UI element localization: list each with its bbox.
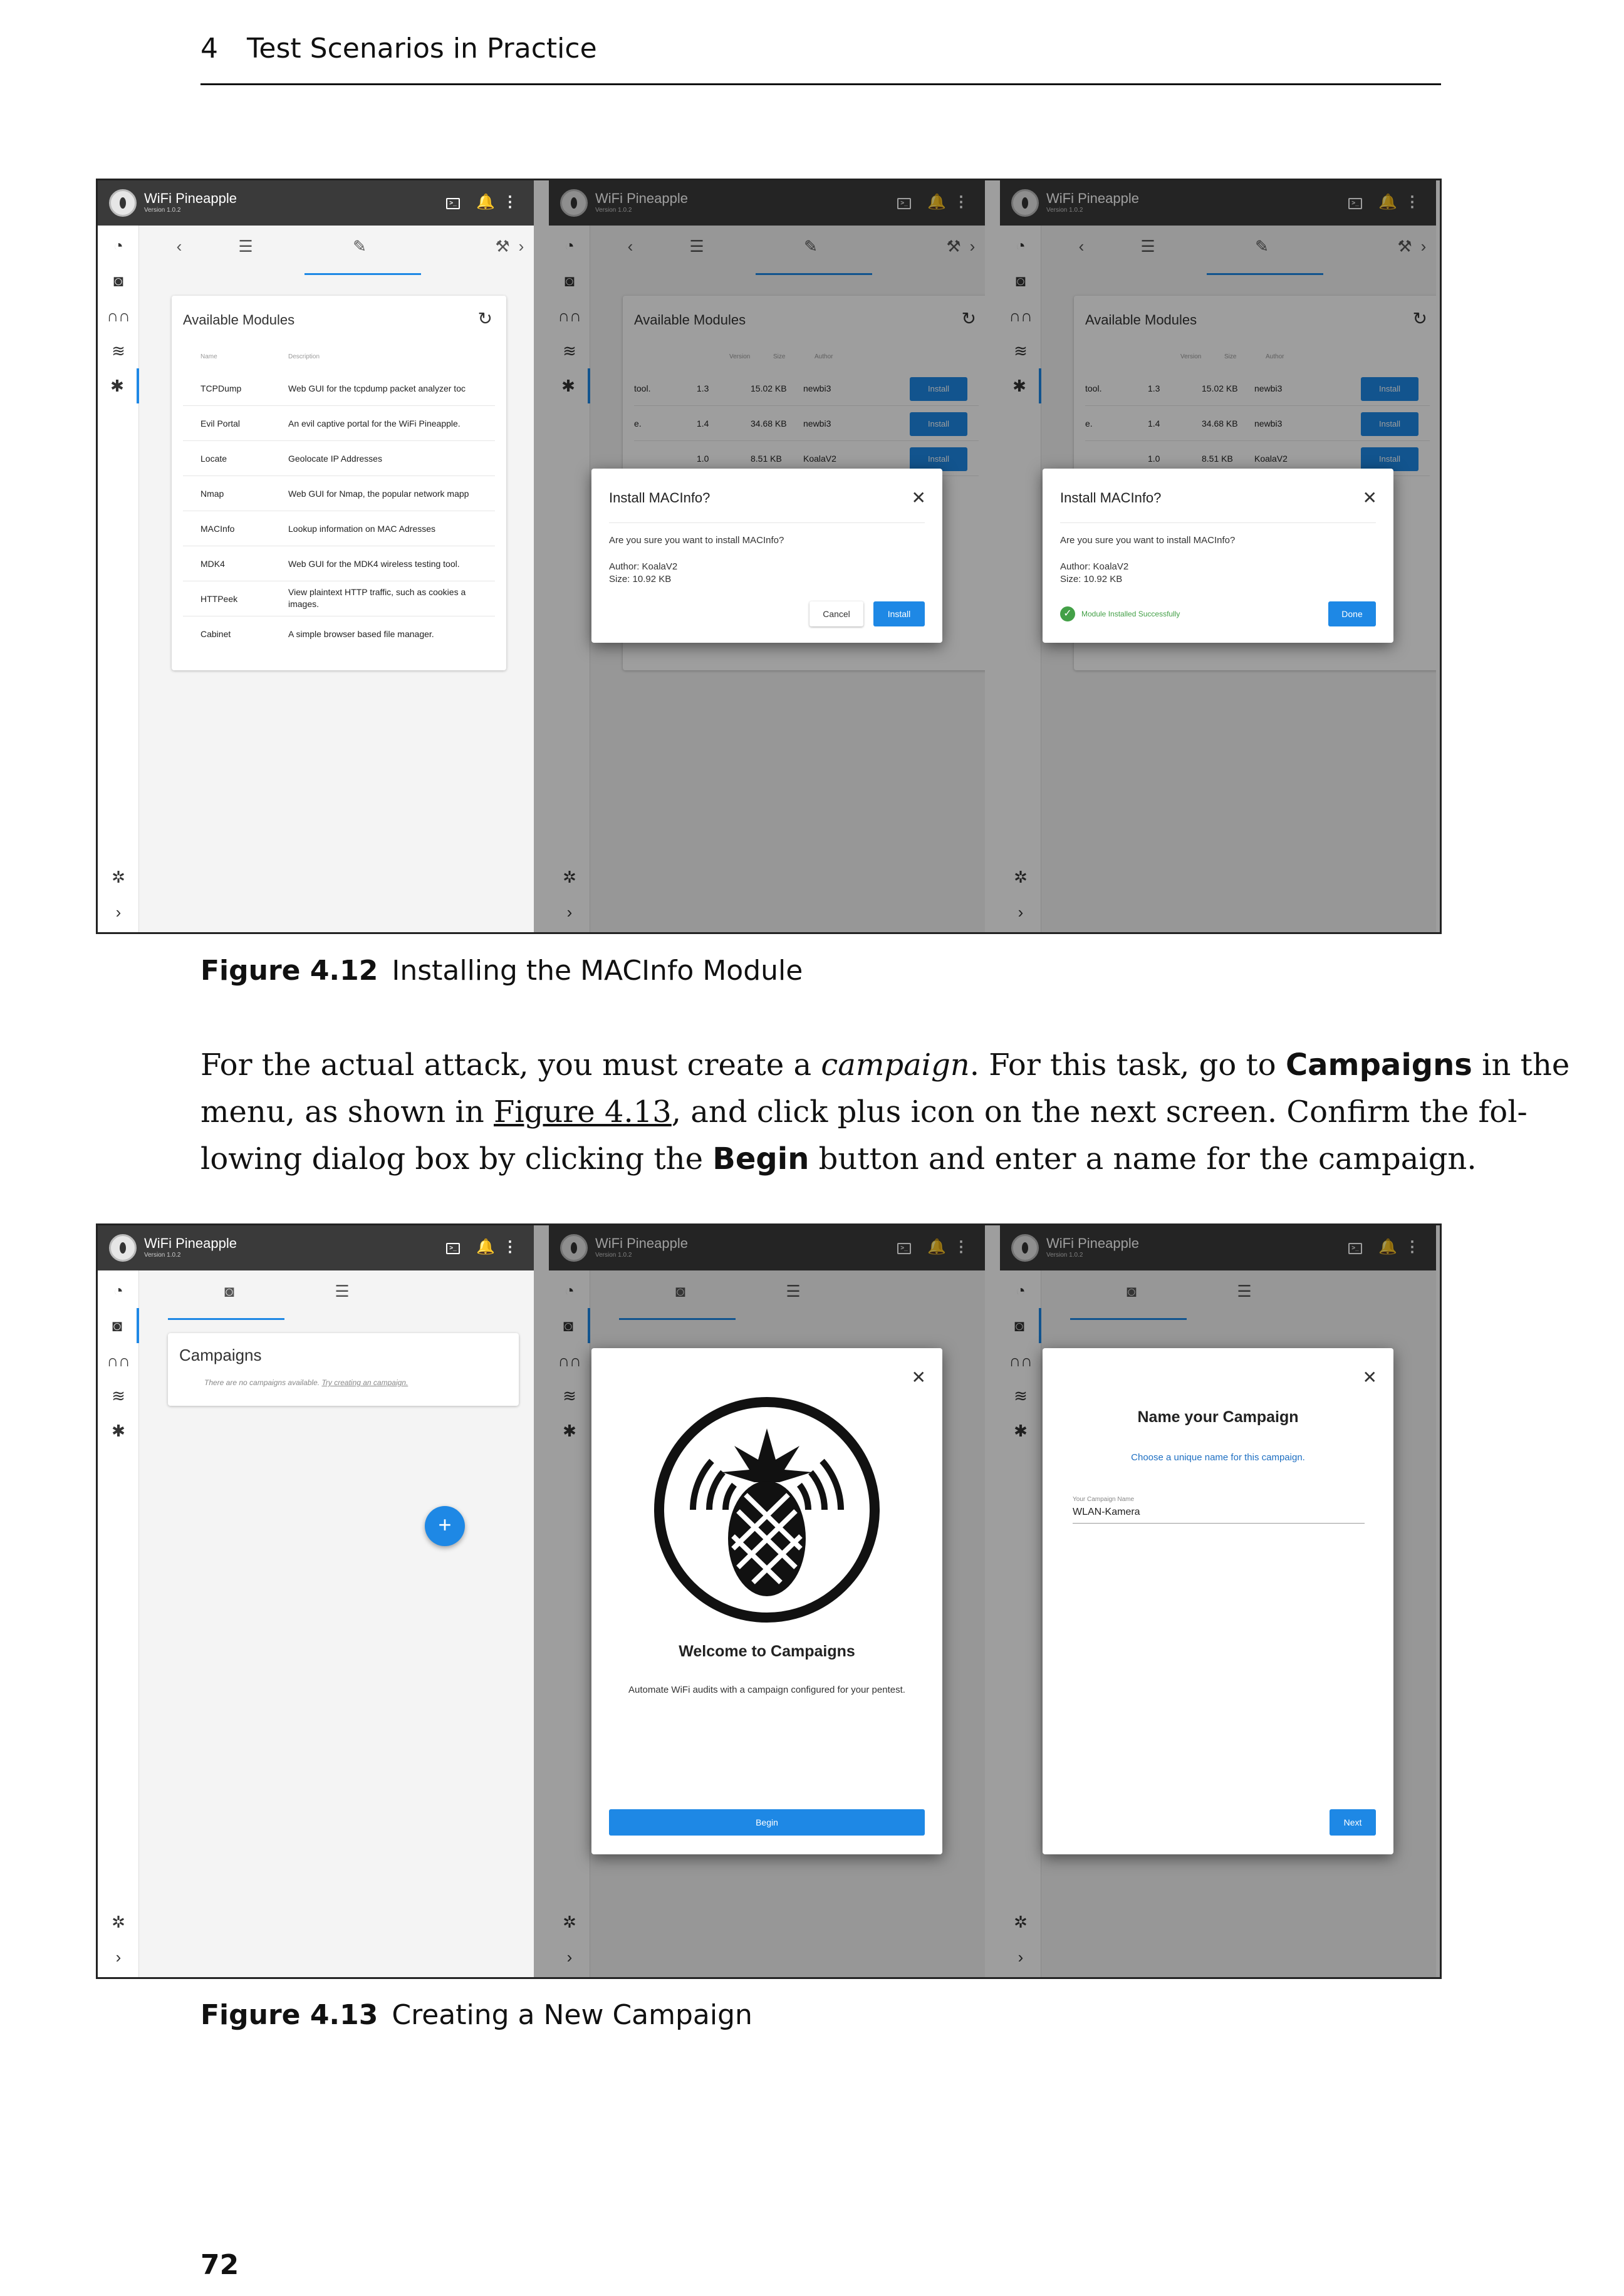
module-description: Web GUI for the MDK4 wireless testing tool.	[288, 559, 460, 569]
pineap-wifi-icon[interactable]: ≋	[563, 341, 576, 360]
close-icon[interactable]: ✕	[1362, 1368, 1377, 1387]
more-menu-icon[interactable]: ⋮	[1405, 194, 1420, 210]
recon-binoculars-icon[interactable]: ∩∩	[558, 1351, 581, 1370]
module-description: e.	[1085, 418, 1093, 429]
dashboard-icon[interactable]: ◔	[113, 236, 123, 255]
dashboard-icon[interactable]: ◔	[565, 1281, 575, 1300]
module-name: MACInfo	[200, 524, 235, 534]
module-size: 34.68 KB	[751, 418, 787, 429]
table-row[interactable]	[183, 476, 495, 511]
close-icon[interactable]: ✕	[1362, 488, 1377, 507]
paragraph-line	[200, 1042, 1570, 1089]
module-description: Web GUI for Nmap, the popular network mapp	[288, 489, 469, 499]
modules-puzzle-icon[interactable]: ✱	[563, 1421, 576, 1440]
recon-binoculars-icon[interactable]: ∩∩	[107, 306, 130, 325]
module-description: A simple browser based file manager.	[288, 629, 434, 639]
terminal-icon[interactable]: >_	[897, 198, 911, 209]
install-button[interactable]: Install	[1361, 447, 1418, 471]
install-dialog	[591, 469, 942, 643]
notifications-bell-icon[interactable]: 🔔	[476, 1239, 495, 1255]
modules-puzzle-icon[interactable]: ✱	[549, 368, 590, 403]
recon-binoculars-icon[interactable]: ∩∩	[107, 1351, 130, 1370]
install-button[interactable]: Install	[910, 377, 967, 401]
dialog-title: Install MACInfo?	[1060, 490, 1162, 506]
create-campaign-link[interactable]: Try creating an campaign.	[321, 1378, 409, 1387]
table-row[interactable]	[183, 511, 495, 546]
refresh-icon[interactable]: ↻	[1412, 309, 1427, 328]
expand-sidebar-icon[interactable]: ›	[115, 903, 122, 922]
install-success-panel	[1000, 180, 1436, 932]
module-description: tool.	[634, 383, 651, 393]
paragraph-line	[200, 1089, 1528, 1136]
text-run: in the	[1472, 1047, 1570, 1083]
text-run: For the actual attack, you must create a	[200, 1047, 821, 1083]
dialog-author: Author: KoalaV2	[1060, 561, 1129, 572]
col-header-author: Author	[1266, 353, 1284, 360]
module-version: 1.0	[697, 454, 709, 464]
app-version: Version 1.0.2	[144, 1252, 181, 1259]
name-dialog-title: Name your Campaign	[1137, 1408, 1299, 1426]
empty-state	[204, 1378, 408, 1387]
module-description: Lookup information on MAC Adresses	[288, 524, 436, 534]
active-tab-indicator	[168, 1318, 284, 1320]
text-run: menu, as shown in	[200, 1094, 494, 1130]
dialog-title: Install MACInfo?	[609, 490, 710, 506]
tab-tools-icon[interactable]: ⚒	[946, 237, 961, 256]
more-menu-icon[interactable]: ⋮	[954, 1239, 969, 1255]
module-description: Web GUI for the tcpdump packet analyzer toc	[288, 383, 466, 393]
cancel-button[interactable]: Cancel	[809, 601, 863, 626]
col-header-version: Version	[729, 353, 751, 360]
sidebar	[98, 1270, 139, 1977]
tab-available-edit-icon[interactable]: ✎	[804, 237, 818, 256]
terminal-icon[interactable]: >_	[446, 1243, 460, 1254]
figure-label: Figure 4.13	[200, 1999, 378, 2031]
dialog-author: Author: KoalaV2	[609, 561, 678, 572]
module-size: 34.68 KB	[1202, 418, 1238, 429]
col-header-size: Size	[773, 353, 786, 360]
text-run: . For this task, go to	[969, 1047, 1286, 1083]
modules-puzzle-icon[interactable]: ✱	[112, 1421, 125, 1440]
card-title: Available Modules	[183, 312, 295, 328]
campaigns-icon[interactable]: ◙	[1016, 271, 1026, 290]
module-name: HTTPeek	[200, 594, 238, 604]
tab-tools-icon[interactable]: ⚒	[495, 237, 510, 256]
tab-installed-list-icon[interactable]: ☰	[238, 237, 253, 256]
body-paragraph	[200, 1042, 1570, 1183]
pineap-wifi-icon[interactable]: ≋	[112, 341, 125, 360]
welcome-text: Automate WiFi audits with a campaign configured for your pentest.	[628, 1685, 905, 1695]
available-modules-card	[172, 296, 506, 670]
button-term-begin: Begin	[712, 1141, 809, 1177]
dialog-question: Are you sure you want to install MACInfo?	[1060, 535, 1236, 546]
campaigns-icon[interactable]: ◙	[565, 271, 575, 290]
module-size: 8.51 KB	[1202, 454, 1233, 464]
app-version: Version 1.0.2	[1046, 207, 1083, 214]
text-run: button and enter a name for the campaign.	[809, 1141, 1477, 1177]
sidebar	[98, 226, 139, 932]
col-header-version: Version	[1180, 353, 1202, 360]
modules-list-panel	[98, 180, 534, 932]
module-name: Cabinet	[200, 629, 231, 639]
name-dialog-subtitle: Choose a unique name for this campaign.	[1131, 1452, 1305, 1463]
tab-installed-list-icon[interactable]: ☰	[1140, 237, 1155, 256]
divider	[1060, 522, 1376, 523]
app-title: WiFi Pineapple	[1046, 190, 1139, 206]
chapter-number: 4	[200, 33, 218, 65]
install-button[interactable]: Install	[910, 447, 967, 471]
app-version: Version 1.0.2	[595, 207, 632, 214]
module-size: 15.02 KB	[1202, 383, 1238, 393]
modules-puzzle-icon[interactable]: ✱	[1000, 368, 1041, 403]
card-title: Campaigns	[179, 1346, 262, 1364]
content-area	[139, 226, 534, 932]
tabs-scroll-right-icon[interactable]: ›	[969, 237, 976, 256]
campaigns-icon[interactable]: ◙	[549, 1308, 590, 1343]
success-message: Module Installed Successfully	[1081, 610, 1180, 618]
install-dialog	[1043, 469, 1393, 643]
modules-puzzle-icon[interactable]: ✱	[98, 368, 139, 403]
module-author: KoalaV2	[803, 454, 836, 464]
module-author: newbi3	[803, 383, 831, 393]
app-title: WiFi Pineapple	[595, 190, 688, 206]
campaigns-card	[168, 1333, 519, 1406]
terminal-icon[interactable]: >_	[1348, 1243, 1362, 1254]
col-header-description: Description	[288, 353, 320, 360]
campaigns-icon[interactable]: ◙	[1000, 1308, 1041, 1343]
card-title: Available Modules	[1085, 312, 1197, 328]
tab-campaigns-icon[interactable]: ◙	[1127, 1282, 1137, 1301]
add-campaign-button[interactable]: +	[425, 1506, 465, 1546]
welcome-title: Welcome to Campaigns	[679, 1643, 855, 1660]
notifications-bell-icon[interactable]: 🔔	[476, 194, 495, 210]
figure-4-13-screenshot	[96, 1223, 1442, 1979]
col-header-author: Author	[815, 353, 833, 360]
begin-button[interactable]: Begin	[609, 1809, 925, 1836]
text-run: lowing dialog box by clicking the	[200, 1141, 713, 1177]
figure-caption	[200, 955, 803, 987]
empty-text: There are no campaigns available.	[204, 1378, 320, 1387]
module-size: 15.02 KB	[751, 383, 787, 393]
dialog-question: Are you sure you want to install MACInfo?	[609, 535, 784, 546]
module-description: e.	[634, 418, 642, 429]
recon-binoculars-icon[interactable]: ∩∩	[558, 306, 581, 325]
module-description: An evil captive portal for the WiFi Pineapple.	[288, 418, 461, 429]
chapter-title: Test Scenarios in Practice	[247, 33, 597, 65]
campaigns-empty-panel	[98, 1225, 534, 1977]
expand-sidebar-icon[interactable]: ›	[566, 1948, 573, 1966]
module-name: Evil Portal	[200, 418, 241, 429]
install-button[interactable]: Install	[910, 412, 967, 436]
campaign-name-input[interactable]: WLAN-Kamera	[1073, 1505, 1365, 1524]
table-row[interactable]	[183, 581, 495, 616]
pineapple-logo	[109, 1234, 137, 1262]
module-author: newbi3	[1254, 383, 1283, 393]
refresh-icon[interactable]: ↻	[961, 309, 976, 328]
settings-gear-icon[interactable]: ✲	[1014, 868, 1028, 886]
dashboard-icon[interactable]: ◔	[1016, 1281, 1026, 1300]
pineap-wifi-icon[interactable]: ≋	[112, 1386, 125, 1405]
more-menu-icon[interactable]: ⋮	[954, 194, 969, 210]
install-button[interactable]: Install	[1361, 412, 1418, 436]
tabs-scroll-left-icon[interactable]: ‹	[1078, 237, 1085, 256]
module-name: MDK4	[200, 559, 225, 569]
close-icon[interactable]: ✕	[911, 1368, 926, 1387]
dialog-size: Size: 10.92 KB	[609, 574, 672, 584]
table-row[interactable]	[183, 371, 495, 406]
recon-binoculars-icon[interactable]: ∩∩	[1009, 306, 1033, 325]
tab-campaigns-icon[interactable]: ◙	[224, 1282, 234, 1301]
module-tabs	[139, 226, 534, 274]
tabs-scroll-left-icon[interactable]: ‹	[627, 237, 633, 256]
dashboard-icon[interactable]: ◔	[1016, 236, 1026, 255]
settings-gear-icon[interactable]: ✲	[563, 868, 576, 886]
app-title: WiFi Pineapple	[595, 1235, 688, 1251]
tab-reports-icon[interactable]: ☰	[786, 1282, 801, 1301]
module-name: Locate	[200, 454, 227, 464]
table-row[interactable]	[183, 546, 495, 581]
settings-gear-icon[interactable]: ✲	[112, 868, 125, 886]
dashboard-icon[interactable]: ◔	[565, 236, 575, 255]
table-row[interactable]	[183, 616, 495, 652]
more-menu-icon[interactable]: ⋮	[1405, 1239, 1420, 1255]
more-menu-icon[interactable]: ⋮	[502, 194, 518, 210]
module-description: Geolocate IP Addresses	[288, 454, 382, 464]
module-version: 1.3	[1148, 383, 1160, 393]
app-version: Version 1.0.2	[595, 1252, 632, 1259]
settings-gear-icon[interactable]: ✲	[112, 1913, 125, 1931]
campaign-name-label: Your Campaign Name	[1073, 1496, 1135, 1503]
content-area	[139, 1270, 534, 1977]
app-title: WiFi Pineapple	[144, 190, 237, 206]
app-title: WiFi Pineapple	[1046, 1235, 1139, 1251]
name-campaign-panel	[1000, 1225, 1436, 1977]
dashboard-icon[interactable]: ◔	[113, 1281, 123, 1300]
module-version: 1.4	[697, 418, 709, 429]
recon-binoculars-icon[interactable]: ∩∩	[1009, 1351, 1033, 1370]
close-icon[interactable]: ✕	[911, 488, 926, 507]
figure-caption-text: Creating a New Campaign	[392, 1999, 752, 2031]
refresh-icon[interactable]: ↻	[477, 309, 492, 328]
tab-campaigns-icon[interactable]: ◙	[675, 1282, 685, 1301]
expand-sidebar-icon[interactable]: ›	[1018, 1948, 1024, 1966]
notifications-bell-icon[interactable]: 🔔	[1378, 1239, 1397, 1255]
app-version: Version 1.0.2	[144, 207, 181, 214]
welcome-dialog	[591, 1348, 942, 1854]
active-tab-indicator	[304, 273, 421, 275]
module-version: 1.3	[697, 383, 709, 393]
page-number: 72	[200, 2249, 239, 2281]
tabs-scroll-right-icon[interactable]: ›	[1420, 237, 1427, 256]
pineap-wifi-icon[interactable]: ≋	[1014, 1386, 1028, 1405]
divider	[609, 522, 925, 523]
expand-sidebar-icon[interactable]: ›	[1018, 903, 1024, 922]
welcome-campaigns-panel	[549, 1225, 985, 1977]
module-description: View plaintext HTTP traffic, such as cookies a images.	[288, 587, 466, 609]
module-author: newbi3	[1254, 418, 1283, 429]
notifications-bell-icon[interactable]: 🔔	[927, 194, 946, 210]
done-button[interactable]: Done	[1328, 601, 1376, 626]
figure-label: Figure 4.12	[200, 955, 378, 987]
module-name: Nmap	[200, 489, 224, 499]
pineap-wifi-icon[interactable]: ≋	[563, 1386, 576, 1405]
dialog-size: Size: 10.92 KB	[1060, 574, 1123, 584]
tab-tools-icon[interactable]: ⚒	[1397, 237, 1412, 256]
card-title: Available Modules	[634, 312, 746, 328]
app-topbar	[98, 1225, 534, 1270]
campaigns-icon[interactable]: ◙	[98, 1308, 139, 1343]
text-run: , and click plus icon on the next screen. Confirm the fol-	[671, 1094, 1528, 1130]
running-head	[200, 33, 1441, 85]
name-campaign-dialog	[1043, 1348, 1393, 1854]
tab-installed-list-icon[interactable]: ☰	[689, 237, 704, 256]
terminal-icon[interactable]: >_	[1348, 198, 1362, 209]
col-header-size: Size	[1224, 353, 1237, 360]
pineap-wifi-icon[interactable]: ≋	[1014, 341, 1028, 360]
settings-gear-icon[interactable]: ✲	[563, 1913, 576, 1931]
terminal-icon[interactable]: >_	[897, 1243, 911, 1254]
module-name: TCPDump	[200, 383, 242, 393]
tab-available-edit-icon[interactable]: ✎	[353, 237, 367, 256]
campaign-tabs	[139, 1270, 534, 1319]
module-author: newbi3	[803, 418, 831, 429]
table-row[interactable]	[183, 441, 495, 476]
install-confirm-button[interactable]: Install	[873, 601, 925, 626]
install-confirm-panel	[549, 180, 985, 932]
module-version: 1.0	[1148, 454, 1160, 464]
app-topbar	[98, 180, 534, 226]
modules-puzzle-icon[interactable]: ✱	[1014, 1421, 1028, 1440]
tab-available-edit-icon[interactable]: ✎	[1255, 237, 1269, 256]
more-menu-icon[interactable]: ⋮	[502, 1239, 518, 1255]
pineapple-logo	[109, 189, 137, 217]
expand-sidebar-icon[interactable]: ›	[566, 903, 573, 922]
tab-reports-icon[interactable]: ☰	[1237, 1282, 1252, 1301]
campaigns-icon[interactable]: ◙	[113, 271, 123, 290]
module-size: 8.51 KB	[751, 454, 782, 464]
notifications-bell-icon[interactable]: 🔔	[1378, 194, 1397, 210]
table-row[interactable]	[183, 406, 495, 441]
figure-4-12-screenshot	[96, 179, 1442, 934]
figure-caption-text: Installing the MACInfo Module	[392, 955, 803, 987]
expand-sidebar-icon[interactable]: ›	[115, 1948, 122, 1966]
module-version: 1.4	[1148, 418, 1160, 429]
app-title: WiFi Pineapple	[144, 1235, 237, 1251]
tab-reports-icon[interactable]: ☰	[335, 1282, 350, 1301]
emphasis-campaign: campaign	[821, 1047, 970, 1083]
figure-cross-reference-link[interactable]: Figure 4.13	[494, 1094, 672, 1130]
tabs-scroll-right-icon[interactable]: ›	[518, 237, 524, 256]
col-header-name: Name	[200, 353, 217, 360]
paragraph-line	[200, 1136, 1477, 1183]
install-button[interactable]: Install	[1361, 377, 1418, 401]
tabs-scroll-left-icon[interactable]: ‹	[176, 237, 182, 256]
pineapple-emblem-icon	[652, 1395, 882, 1625]
module-description: tool.	[1085, 383, 1102, 393]
app-version: Version 1.0.2	[1046, 1252, 1083, 1259]
figure-caption	[200, 1999, 752, 2031]
success-check-icon: ✓	[1060, 606, 1075, 621]
next-button[interactable]: Next	[1330, 1809, 1376, 1836]
notifications-bell-icon[interactable]: 🔔	[927, 1239, 946, 1255]
settings-gear-icon[interactable]: ✲	[1014, 1913, 1028, 1931]
menu-term-campaigns: Campaigns	[1285, 1047, 1472, 1083]
module-author: KoalaV2	[1254, 454, 1288, 464]
terminal-icon[interactable]: >_	[446, 198, 460, 209]
